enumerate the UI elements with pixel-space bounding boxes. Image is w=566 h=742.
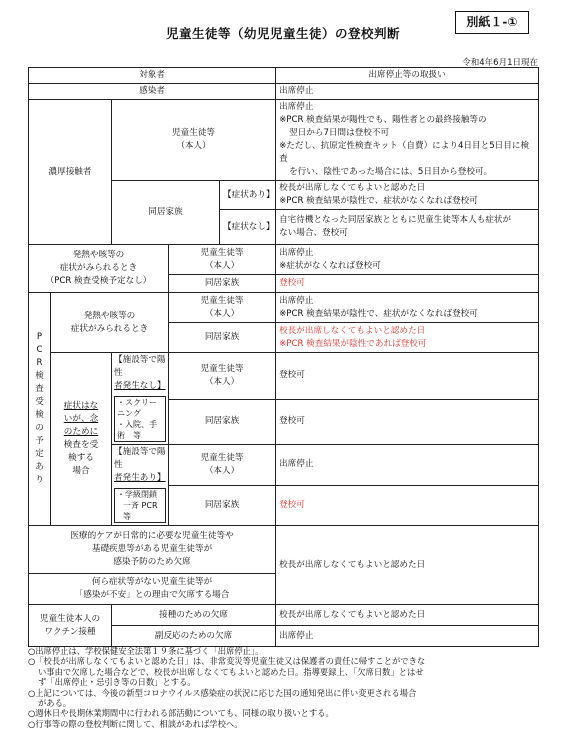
cc-household-yes-handling: 校長が出席しなくてもよいと認めた日 ※PCR 検査結果が陰性で、症状がなくなれば登校可: [276, 181, 539, 210]
header-handling: 出席停止等の取扱い: [276, 68, 539, 84]
notes: ○出席停止は、学校保健安全法第１９条に基づく「出席停止」。 ○「校長が出席しなくてもよいと認めた日」は、非常変災等児童生徒又は保護者の責任に帰すことができな い事由で欠席した場合などで、校長が出席しなくてもよいと認めた日。指導要録上、「欠席日数」とはせ ず「出席停止・忌引き等の日数」とする。 ○上記については、今後の新型コロナウイルス感染症の状況に応じた国の通知発出に伴い変更される場合 がある。 ○週休日や長期休業期間中に行われる部活動についても、同様の取り扱いとする。 ○行事等の際の登校判断に関して、相談があれば学校へ。: [28, 646, 543, 729]
pcr-fever-household-label: 同居家族: [169, 323, 276, 353]
no-symptom-test-label: 症状はな いが、念 のために 検査を受 検する 場合: [51, 353, 112, 526]
cc-self-handling: 出席停止 ※PCR 検査結果が陽性でも、陽性者との最終接触等の 翌日から7日間は登校不可 ※ただし、抗原定性検査キット（自費）により4日目と5日目に検査 を行い、陰性であった場合には、5日目から登校可。: [276, 100, 539, 181]
fever-household-handling: 登校可: [276, 275, 539, 293]
fac-none-household-handling: 登校可: [276, 399, 539, 444]
symptom-no-label: 【症状なし】: [220, 210, 276, 245]
symptom-yes-label: 【症状あり】: [220, 181, 276, 210]
pcr-fever-household-handling: 校長が出席しなくてもよいと認めた日 ※PCR 検査結果が陰性であれば登校可: [276, 323, 539, 353]
cc-household-no-handling: 自宅待機となった同居家族とともに児童生徒等本人も症状が ない場合、登校可: [276, 210, 539, 245]
fever-household-label: 同居家族: [169, 275, 276, 293]
cc-self-label: 児童生徒等 （本人）: [112, 100, 276, 181]
pcr-fever-label: 発熱や咳等の 症状がみられるとき: [51, 293, 169, 353]
close-contact-label: 濃厚接触者: [29, 100, 112, 245]
page-title: 児童生徒等（幼児児童生徒）の登校判断: [165, 26, 400, 41]
date-label: 令和4年6月1日現在: [462, 58, 538, 68]
fever-self-label: 児童生徒等 （本人）: [169, 245, 276, 275]
note-3: ○上記については、今後の新型コロナウイルス感染症の状況に応じた国の通知発出に伴い変更される場合: [28, 687, 417, 698]
fac-none-self-handling: 登校可: [276, 353, 539, 400]
fac-none-self-label: 児童生徒等 （本人）: [169, 353, 276, 400]
infected-handling: 出席停止: [276, 84, 539, 100]
facility-no-positive-label: 【施設等で陽性 者発生なし】 ・スクリーニング ・入院、手術 等: [112, 353, 169, 445]
infected-label: 感染者: [29, 84, 276, 100]
pcr-fever-self-label: 児童生徒等 （本人）: [169, 293, 276, 323]
anxiety-absence-label: 何ら症状等がない児童生徒等が 「感染が不安」との理由で欠席する場合: [29, 574, 276, 605]
header-target: 対象者: [29, 68, 276, 84]
note-2: ○「校長が出席しなくてもよいと認めた日」は、非常変災等児童生徒又は保護者の責任に帰すことができな: [28, 656, 426, 667]
pcr-fever-self-handling: 出席停止 ※PCR 検査結果が陰性で、症状がなくなれば登校可: [276, 293, 539, 323]
fac-yes-household-label: 同居家族: [169, 485, 276, 526]
fac-yes-household-handling: 登校可: [276, 485, 539, 526]
vaccine-absence-label: 接種のための欠席: [112, 605, 276, 626]
fac-none-household-label: 同居家族: [169, 399, 276, 444]
fever-no-pcr-label: 発熱や咳等の 症状がみられるとき （PCR 検査受検予定なし）: [29, 245, 169, 293]
note-4: ○週休日や長期休業期間中に行われる部活動についても、同様の取り扱いとする。: [28, 708, 334, 719]
medical-care-label: 医療的ケアが日常的に必要な児童生徒等や 基礎疾患等がある児童生徒等が 感染予防のため欠席: [29, 526, 276, 574]
vaccine-label: 児童生徒本人の ワクチン接種: [29, 605, 112, 647]
note-1: ○出席停止は、学校保健安全法第１９条に基づく「出席停止」。: [28, 646, 264, 656]
attendance-table: [28, 67, 539, 647]
cc-household-label: 同居家族: [112, 181, 220, 245]
fac-yes-self-handling: 出席停止: [276, 445, 539, 486]
medical-care-handling: 校長が出席しなくてもよいと認めた日: [276, 526, 539, 605]
vaccine-absence-handling: 校長が出席しなくてもよいと認めた日: [276, 605, 539, 626]
note-5: ○行事等の際の登校判断に関して、相談があれば学校へ。: [28, 718, 243, 729]
side-reaction-handling: 出席停止: [276, 626, 539, 647]
attachment-badge: 別紙１-①: [455, 11, 529, 34]
facility-positive-label: 【施設等で陽性 者発生あり】 ・学級閉鎖 一斉 PCR 等: [112, 445, 169, 526]
fever-self-handling: 出席停止 ※症状がなくなれば登校可: [276, 245, 539, 275]
pcr-scheduled-label: P C R 検 査 受 検 の 予 定 あ り: [29, 293, 51, 526]
fac-yes-self-label: 児童生徒等 （本人）: [169, 445, 276, 486]
side-reaction-label: 副反応のための欠席: [112, 626, 276, 647]
